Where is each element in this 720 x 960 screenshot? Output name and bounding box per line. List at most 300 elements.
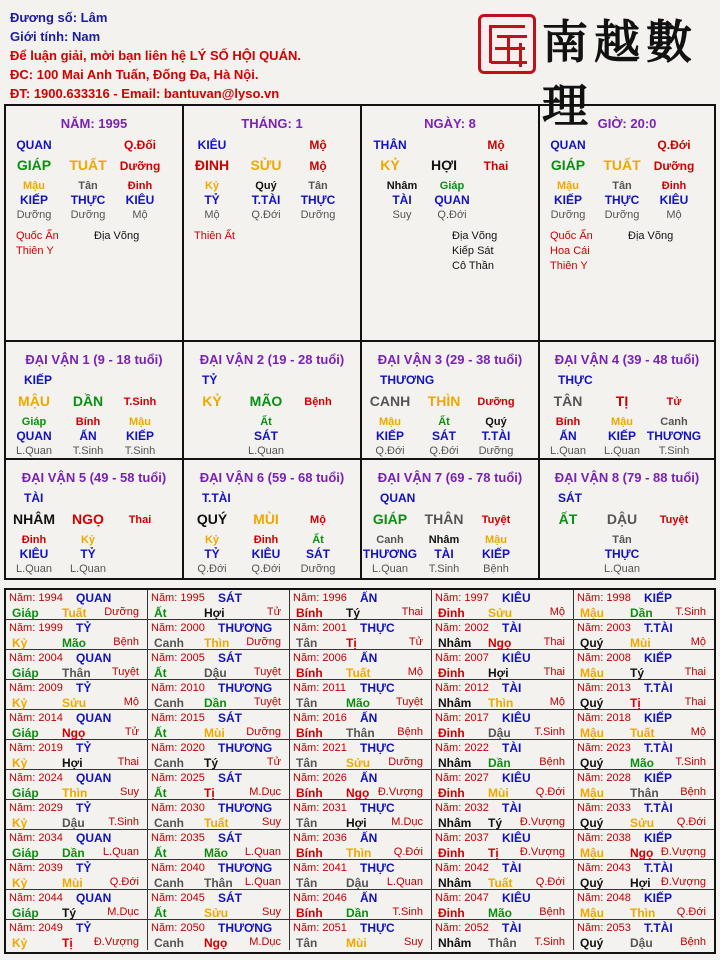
year-branch: Tị xyxy=(488,846,499,860)
year-phase: Suy xyxy=(262,906,281,918)
ten-god-label: KIÊU xyxy=(197,138,227,152)
year-branch: Sửu xyxy=(488,606,513,620)
year-stem: Kỷ xyxy=(12,696,28,710)
year-stem: Ất xyxy=(154,786,167,800)
year-cell xyxy=(6,830,148,860)
year-ten-god: KIÊU xyxy=(502,771,531,785)
pillar-title: THÁNG: 1 xyxy=(241,116,303,131)
year-cell xyxy=(574,860,714,890)
year-branch: Tuất xyxy=(346,666,371,680)
year-stem: Bính xyxy=(296,606,323,620)
year-ten-god: TỶ xyxy=(76,861,92,875)
branch-phase: Thai xyxy=(128,514,152,526)
year-cell xyxy=(6,740,148,770)
year-branch: Dần xyxy=(346,906,369,920)
year-branch: Mùi xyxy=(488,786,509,800)
year-ten-god: QUAN xyxy=(76,831,112,845)
year-phase: Mộ xyxy=(690,636,706,648)
year-phase: T.Sinh xyxy=(108,816,139,828)
growth-phase: Q.Đới xyxy=(251,563,281,575)
hidden-stem: Canh xyxy=(660,416,688,428)
year-branch: Ngọ xyxy=(62,726,86,740)
year-ten-god: THƯƠNG xyxy=(218,621,273,635)
year-branch: Ngọ xyxy=(346,786,370,800)
year-cell xyxy=(148,650,290,680)
year-stem: Kỷ xyxy=(12,636,28,650)
earthly-branch: TUẤT xyxy=(69,157,107,173)
year-ten-god: TỶ xyxy=(76,741,92,755)
year-label: Năm: 2002 xyxy=(435,622,489,634)
year-ten-god: T.TÀI xyxy=(644,741,673,755)
luck-period-cell xyxy=(362,342,540,460)
year-branch: Thìn xyxy=(204,636,230,650)
year-cell xyxy=(6,710,148,740)
year-branch: Tý xyxy=(62,906,77,920)
star-note: Kiếp Sát xyxy=(452,245,494,257)
growth-phase: Q.Đới xyxy=(375,445,405,457)
year-cell xyxy=(290,650,432,680)
year-branch: Ngọ xyxy=(488,636,512,650)
year-cell xyxy=(6,680,148,710)
year-stem: Quý xyxy=(580,876,604,890)
year-ten-god: QUAN xyxy=(76,771,112,785)
year-label: Năm: 2014 xyxy=(9,712,63,724)
growth-phase: L.Quan xyxy=(549,445,587,457)
year-ten-god: THỰC xyxy=(360,621,395,635)
heavenly-stem: KỶ xyxy=(202,393,222,409)
year-ten-god: SÁT xyxy=(218,591,242,605)
year-phase: Suy xyxy=(120,786,139,798)
year-phase: T.Sinh xyxy=(534,726,565,738)
hidden-ten-god: KIẾP xyxy=(375,429,405,443)
year-cell xyxy=(290,920,432,950)
year-phase: Q.Đới xyxy=(676,816,706,828)
year-phase: Thai xyxy=(543,636,565,648)
year-stem: Quý xyxy=(580,756,604,770)
year-phase: Bệnh xyxy=(113,636,139,648)
year-label: Năm: 2038 xyxy=(577,832,631,844)
hidden-ten-god: THỰC xyxy=(300,193,336,207)
year-phase: Thai xyxy=(117,756,139,768)
hidden-stem: Bính xyxy=(75,416,101,428)
year-label: Năm: 2021 xyxy=(293,742,347,754)
hidden-ten-god: KIẾP xyxy=(481,547,511,561)
year-branch: Mão xyxy=(488,906,512,920)
year-ten-god: T.TÀI xyxy=(644,801,673,815)
year-ten-god: TÀI xyxy=(502,621,522,635)
year-stem: Canh xyxy=(154,696,184,710)
year-phase: Đ.Vượng xyxy=(519,816,565,828)
hidden-stem: Tân xyxy=(612,180,632,192)
year-phase: M.Dục xyxy=(249,936,281,948)
year-cell xyxy=(6,890,148,920)
year-branch: Mão xyxy=(346,696,370,710)
year-stem: Mậu xyxy=(580,666,604,680)
growth-phase: L.Quan xyxy=(69,563,107,575)
year-cell xyxy=(148,680,290,710)
year-phase: Q.Đới xyxy=(676,906,706,918)
year-label: Năm: 2044 xyxy=(9,892,63,904)
year-branch: Ngọ xyxy=(204,936,228,950)
luck-period-cell xyxy=(362,460,540,578)
year-label: Năm: 2005 xyxy=(151,652,205,664)
year-branch: Thìn xyxy=(488,696,514,710)
year-phase: Dưỡng xyxy=(104,606,139,618)
year-ten-god: TỶ xyxy=(76,681,92,695)
earthly-branch: SỬU xyxy=(250,157,282,173)
luck-ten-god: TỶ xyxy=(202,373,218,387)
year-cell xyxy=(290,890,432,920)
year-stem: Đinh xyxy=(438,606,465,620)
year-phase: M.Dục xyxy=(107,906,139,918)
year-stem: Quý xyxy=(580,936,604,950)
year-ten-god: KIÊU xyxy=(502,831,531,845)
year-cell xyxy=(574,800,714,830)
hidden-stem: Mậu xyxy=(23,180,45,192)
year-phase: L.Quan xyxy=(386,876,423,888)
year-label: Năm: 2012 xyxy=(435,682,489,694)
hidden-stem: Mậu xyxy=(611,416,633,428)
year-branch: Tý xyxy=(204,756,219,770)
year-ten-god: TÀI xyxy=(502,681,522,695)
hidden-stem: Quý xyxy=(255,180,277,192)
year-phase: Tuyệt xyxy=(253,696,281,708)
branch-phase: Tuyệt xyxy=(481,514,511,526)
year-cell xyxy=(290,710,432,740)
hidden-ten-god: THƯƠNG xyxy=(646,429,702,443)
year-ten-god: KIÊU xyxy=(502,711,531,725)
ten-god-label: THÂN xyxy=(373,138,407,152)
year-branch: Mùi xyxy=(346,936,367,950)
hidden-stem: Tân xyxy=(308,180,328,192)
hidden-stem: Quý xyxy=(485,416,507,428)
year-branch: Dần xyxy=(488,756,511,770)
ten-god-label: Q.Đối xyxy=(124,138,156,152)
year-label: Năm: 2026 xyxy=(293,772,347,784)
year-cell xyxy=(290,680,432,710)
year-label: Năm: 2001 xyxy=(293,622,347,634)
year-ten-god: SÁT xyxy=(218,711,242,725)
growth-phase: Q.Đới xyxy=(429,445,459,457)
branch-phase: T.Sinh xyxy=(123,396,157,408)
growth-phase: Dưỡng xyxy=(550,209,586,221)
year-branch: Thìn xyxy=(62,786,88,800)
year-label: Năm: 2032 xyxy=(435,802,489,814)
year-ten-god: SÁT xyxy=(218,831,242,845)
year-branch: Tý xyxy=(630,666,645,680)
year-phase: Mộ xyxy=(549,696,565,708)
year-ten-god: KIẾP xyxy=(644,711,673,725)
ten-god-label: Mộ xyxy=(309,138,327,152)
year-label: Năm: 2016 xyxy=(293,712,347,724)
year-ten-god: THƯƠNG xyxy=(218,801,273,815)
year-ten-god: TỶ xyxy=(76,921,92,935)
year-phase: Đ.Vượng xyxy=(377,786,423,798)
year-branch: Mão xyxy=(630,756,654,770)
heavenly-stem: QUÝ xyxy=(196,511,228,527)
year-ten-god: SÁT xyxy=(218,891,242,905)
year-phase: Đ.Vượng xyxy=(519,846,565,858)
year-phase: Đ.Vượng xyxy=(93,936,139,948)
pillar-cell xyxy=(6,106,184,342)
growth-phase: Mộ xyxy=(666,209,682,221)
year-cell xyxy=(432,860,574,890)
year-label: Năm: 2043 xyxy=(577,862,631,874)
year-label: Năm: 2025 xyxy=(151,772,205,784)
growth-phase: Dưỡng xyxy=(604,209,640,221)
year-branch: Hợi xyxy=(630,876,651,890)
yearly-luck-table xyxy=(4,588,716,954)
year-label: Năm: 1997 xyxy=(435,592,489,604)
hidden-stem: Tân xyxy=(612,534,632,546)
hidden-ten-god: KIẾP xyxy=(553,193,583,207)
hidden-ten-god: TÀI xyxy=(434,547,454,561)
year-branch: Dậu xyxy=(346,876,369,890)
year-label: Năm: 2040 xyxy=(151,862,205,874)
four-pillars-grid xyxy=(4,104,716,580)
hidden-ten-god: THỰC xyxy=(604,547,640,561)
year-phase: L.Quan xyxy=(244,876,281,888)
year-phase: Suy xyxy=(404,936,423,948)
year-cell xyxy=(6,860,148,890)
year-label: Năm: 2045 xyxy=(151,892,205,904)
year-label: Năm: 2050 xyxy=(151,922,205,934)
growth-phase: Dưỡng xyxy=(300,209,336,221)
year-stem: Giáp xyxy=(12,606,39,620)
luck-period-cell xyxy=(184,460,362,578)
year-phase: Bệnh xyxy=(539,906,565,918)
year-cell xyxy=(574,740,714,770)
ten-god-label: Mộ xyxy=(487,138,505,152)
year-branch: Sửu xyxy=(346,756,371,770)
year-label: Năm: 2004 xyxy=(9,652,63,664)
year-stem: Giáp xyxy=(12,786,39,800)
year-phase: Mộ xyxy=(407,666,423,678)
year-label: Năm: 2039 xyxy=(9,862,63,874)
year-cell xyxy=(432,890,574,920)
year-cell xyxy=(148,830,290,860)
year-ten-god: TÀI xyxy=(502,801,522,815)
year-ten-god: QUAN xyxy=(76,891,112,905)
year-cell xyxy=(290,860,432,890)
year-label: Năm: 2018 xyxy=(577,712,631,724)
star-note: Thiên Y xyxy=(550,260,588,272)
year-branch: Sửu xyxy=(630,816,655,830)
growth-phase: L.Quan xyxy=(15,563,53,575)
owner-gender: Giới tính: Nam xyxy=(10,29,101,44)
star-note: Quốc Ấn xyxy=(550,230,593,242)
year-ten-god: KIẾP xyxy=(644,591,673,605)
year-branch: Mùi xyxy=(630,636,651,650)
year-cell xyxy=(574,920,714,950)
hidden-ten-god: TÀI xyxy=(392,193,412,207)
hidden-stem: Đinh xyxy=(253,534,279,546)
year-ten-god: THƯƠNG xyxy=(218,921,273,935)
year-ten-god: KIÊU xyxy=(502,891,531,905)
year-branch: Thân xyxy=(62,666,91,680)
year-stem: Bính xyxy=(296,906,323,920)
year-cell xyxy=(432,920,574,950)
year-branch: Tuất xyxy=(630,726,655,740)
year-branch: Tý xyxy=(488,816,503,830)
hidden-ten-god: SÁT xyxy=(432,429,456,443)
year-stem: Đinh xyxy=(438,906,465,920)
year-label: Năm: 2029 xyxy=(9,802,63,814)
year-phase: Tuyệt xyxy=(111,666,139,678)
branch-phase: Dưỡng xyxy=(119,159,161,173)
hidden-ten-god: TỶ xyxy=(204,193,220,207)
hidden-ten-god: SÁT xyxy=(254,429,278,443)
year-label: Năm: 2013 xyxy=(577,682,631,694)
year-ten-god: KIẾP xyxy=(644,771,673,785)
year-stem: Giáp xyxy=(12,726,39,740)
year-cell xyxy=(6,650,148,680)
hidden-stem: Kỷ xyxy=(80,534,96,546)
year-phase: Bệnh xyxy=(680,936,706,948)
year-label: Năm: 2022 xyxy=(435,742,489,754)
luck-period-title: ĐẠI VẬN 6 (59 - 68 tuổi) xyxy=(199,470,345,485)
year-cell xyxy=(148,800,290,830)
year-phase: Bệnh xyxy=(539,756,565,768)
year-cell xyxy=(148,770,290,800)
branch-phase: Bệnh xyxy=(304,396,332,408)
year-stem: Bính xyxy=(296,846,323,860)
luck-period-cell xyxy=(6,460,184,578)
star-note: Cô Thần xyxy=(452,260,494,272)
earthly-branch: MÙI xyxy=(253,511,279,527)
growth-phase: Q.Đới xyxy=(437,209,467,221)
hidden-stem: Ất xyxy=(312,534,324,546)
year-label: Năm: 2028 xyxy=(577,772,631,784)
year-label: Năm: 2049 xyxy=(9,922,63,934)
branch-phase: Tuyệt xyxy=(659,514,689,526)
hidden-stem: Kỷ xyxy=(204,534,220,546)
year-cell xyxy=(148,620,290,650)
year-label: Năm: 1995 xyxy=(151,592,205,604)
hidden-ten-god: KIÊU xyxy=(19,547,49,561)
year-label: Năm: 2023 xyxy=(577,742,631,754)
growth-phase: Dưỡng xyxy=(300,563,336,575)
year-cell xyxy=(574,680,714,710)
year-phase: Mộ xyxy=(690,726,706,738)
year-branch: Dần xyxy=(204,696,227,710)
year-cell xyxy=(148,920,290,950)
year-phase: Tử xyxy=(124,726,139,738)
year-branch: Tuất xyxy=(62,606,87,620)
star-note: Thiên Ất xyxy=(194,230,235,242)
star-note: Hoa Cái xyxy=(550,245,590,257)
hidden-stem: Ất xyxy=(438,416,450,428)
year-stem: Ất xyxy=(154,906,167,920)
year-phase: Thai xyxy=(684,666,706,678)
year-cell xyxy=(432,620,574,650)
year-label: Năm: 2007 xyxy=(435,652,489,664)
year-branch: Hợi xyxy=(204,606,225,620)
year-cell xyxy=(574,710,714,740)
year-stem: Đinh xyxy=(438,666,465,680)
year-stem: Mậu xyxy=(580,786,604,800)
red-seal-stamp xyxy=(478,14,536,74)
year-cell xyxy=(432,680,574,710)
year-stem: Đinh xyxy=(438,846,465,860)
year-stem: Giáp xyxy=(12,906,39,920)
hidden-ten-god: KIÊU xyxy=(251,547,281,561)
year-branch: Ngọ xyxy=(630,846,654,860)
earthly-branch: DẬU xyxy=(606,511,638,527)
hidden-stem: Kỷ xyxy=(204,180,220,192)
year-stem: Giáp xyxy=(12,846,39,860)
hidden-ten-god: THỰC xyxy=(604,193,640,207)
hidden-stem: Mậu xyxy=(129,416,151,428)
phone-email-line: ĐT: 1900.633316 - Email: bantuvan@lyso.vn xyxy=(10,86,280,101)
year-label: Năm: 2011 xyxy=(293,682,346,694)
heavenly-stem: NHÂM xyxy=(13,511,55,527)
year-cell xyxy=(148,590,290,620)
branch-phase: Tử xyxy=(666,396,682,408)
year-ten-god: T.TÀI xyxy=(644,921,673,935)
branch-phase: Mộ xyxy=(310,514,326,526)
pillar-cell xyxy=(184,106,362,342)
year-branch: Thân xyxy=(346,726,375,740)
heavenly-stem: MẬU xyxy=(18,393,50,409)
year-cell xyxy=(432,740,574,770)
year-branch: Hợi xyxy=(488,666,509,680)
year-label: Năm: 2000 xyxy=(151,622,205,634)
growth-phase: Dưỡng xyxy=(16,209,52,221)
luck-ten-god: THƯƠNG xyxy=(380,373,435,387)
branch-phase: Dưỡng xyxy=(477,396,515,408)
year-phase: T.Sinh xyxy=(675,756,706,768)
year-ten-god: ẤN xyxy=(360,711,378,725)
year-branch: Tị xyxy=(62,936,73,950)
year-stem: Nhâm xyxy=(438,816,472,830)
year-stem: Tân xyxy=(296,816,318,830)
year-stem: Đinh xyxy=(438,726,465,740)
year-cell xyxy=(432,800,574,830)
year-label: Năm: 2003 xyxy=(577,622,631,634)
year-label: Năm: 2035 xyxy=(151,832,205,844)
branch-phase: Thai xyxy=(483,159,509,173)
year-label: Năm: 2008 xyxy=(577,652,631,664)
year-ten-god: THỰC xyxy=(360,921,395,935)
year-label: Năm: 2027 xyxy=(435,772,489,784)
growth-phase: Q.Đới xyxy=(197,563,227,575)
hidden-ten-god: T.TÀI xyxy=(251,193,281,207)
hidden-ten-god: KIẾP xyxy=(19,193,49,207)
year-phase: Thai xyxy=(543,666,565,678)
year-label: Năm: 2034 xyxy=(9,832,63,844)
year-branch: Hợi xyxy=(346,816,367,830)
hidden-stem: Đinh xyxy=(127,180,153,192)
year-stem: Bính xyxy=(296,786,323,800)
contact-line: Để luận giải, mời bạn liên hệ LÝ SỐ HỘI QUÁN. xyxy=(10,48,301,63)
luck-period-cell xyxy=(540,460,714,578)
year-stem: Tân xyxy=(296,696,318,710)
year-cell xyxy=(148,890,290,920)
year-label: Năm: 2030 xyxy=(151,802,205,814)
ten-god-label: Q.Đới xyxy=(657,138,691,152)
star-note: Địa Võng xyxy=(452,230,498,242)
year-phase: T.Sinh xyxy=(392,906,423,918)
year-stem: Kỷ xyxy=(12,816,28,830)
year-ten-god: THƯƠNG xyxy=(218,861,273,875)
year-branch: Dậu xyxy=(488,726,511,740)
year-phase: L.Quan xyxy=(102,846,139,858)
year-cell xyxy=(432,770,574,800)
year-branch: Thìn xyxy=(346,846,372,860)
year-ten-god: SÁT xyxy=(218,651,242,665)
year-cell xyxy=(6,800,148,830)
